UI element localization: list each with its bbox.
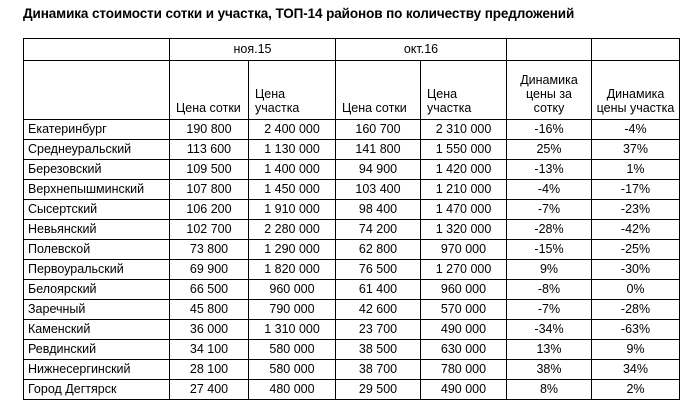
price-plot-1-cell: 2 400 000: [249, 120, 336, 140]
dyn-sotka-cell: 9%: [507, 260, 592, 280]
dyn-plot-cell: -25%: [592, 240, 680, 260]
header-period-1: ноя.15: [170, 39, 336, 61]
price-plot-1-cell: 1 290 000: [249, 240, 336, 260]
header-period-row: [24, 39, 680, 61]
dyn-plot-cell: 37%: [592, 140, 680, 160]
dyn-sotka-cell: -15%: [507, 240, 592, 260]
price-plot-1-cell: 480 000: [249, 380, 336, 400]
dyn-plot-cell: -17%: [592, 180, 680, 200]
col-header-price-sotka-1: Цена сотки: [170, 61, 249, 120]
dyn-sotka-cell: -28%: [507, 220, 592, 240]
district-name-cell: Екатеринбург: [24, 120, 170, 140]
price-plot-1-cell: 1 400 000: [249, 160, 336, 180]
price-sotka-1-cell: 66 500: [170, 280, 249, 300]
price-sotka-2-cell: 160 700: [336, 120, 421, 140]
table-row: [24, 320, 680, 340]
district-name-cell: Ревдинский: [24, 340, 170, 360]
price-plot-1-cell: 790 000: [249, 300, 336, 320]
dyn-sotka-cell: 13%: [507, 340, 592, 360]
price-sotka-2-cell: 42 600: [336, 300, 421, 320]
dyn-plot-cell: 9%: [592, 340, 680, 360]
dyn-sotka-cell: -8%: [507, 280, 592, 300]
price-sotka-2-cell: 38 700: [336, 360, 421, 380]
price-sotka-1-cell: 36 000: [170, 320, 249, 340]
district-name-cell: Сысертский: [24, 200, 170, 220]
price-plot-2-cell: 960 000: [421, 280, 507, 300]
price-dynamics-table: [23, 38, 680, 400]
price-plot-1-cell: 1 910 000: [249, 200, 336, 220]
price-sotka-1-cell: 28 100: [170, 360, 249, 380]
table-row: [24, 260, 680, 280]
dyn-sotka-cell: -7%: [507, 300, 592, 320]
table-row: [24, 300, 680, 320]
table-row: [24, 120, 680, 140]
col-header-price-sotka-2: Цена сотки: [336, 61, 421, 120]
dyn-sotka-cell: 38%: [507, 360, 592, 380]
price-sotka-1-cell: 45 800: [170, 300, 249, 320]
dyn-plot-cell: -30%: [592, 260, 680, 280]
price-sotka-1-cell: 69 900: [170, 260, 249, 280]
table-row: [24, 220, 680, 240]
table-row: [24, 200, 680, 220]
price-plot-1-cell: 960 000: [249, 280, 336, 300]
col-header-dyn-plot: Динамика цены участка: [592, 61, 680, 120]
price-plot-1-cell: 580 000: [249, 360, 336, 380]
col-header-dyn-sotka: Динамика цены за сотку: [507, 61, 592, 120]
dyn-plot-cell: 1%: [592, 160, 680, 180]
dyn-sotka-cell: -34%: [507, 320, 592, 340]
price-sotka-2-cell: 62 800: [336, 240, 421, 260]
price-sotka-2-cell: 76 500: [336, 260, 421, 280]
price-sotka-2-cell: 74 200: [336, 220, 421, 240]
dyn-sotka-cell: -16%: [507, 120, 592, 140]
price-plot-2-cell: 490 000: [421, 320, 507, 340]
price-plot-2-cell: 1 210 000: [421, 180, 507, 200]
col-header-price-plot-2: Цена участка: [421, 61, 507, 120]
price-sotka-2-cell: 103 400: [336, 180, 421, 200]
dyn-plot-cell: -23%: [592, 200, 680, 220]
dyn-plot-cell: -42%: [592, 220, 680, 240]
table-row: [24, 180, 680, 200]
table-row: [24, 240, 680, 260]
price-plot-2-cell: 780 000: [421, 360, 507, 380]
price-sotka-1-cell: 34 100: [170, 340, 249, 360]
price-plot-1-cell: 1 310 000: [249, 320, 336, 340]
table-title: Динамика стоимости сотки и участка, ТОП-14 районов по количеству предложений: [23, 6, 575, 21]
price-sotka-1-cell: 113 600: [170, 140, 249, 160]
dyn-sotka-cell: -7%: [507, 200, 592, 220]
col-header-price-plot-1: Цена участка: [249, 61, 336, 120]
price-plot-2-cell: 1 470 000: [421, 200, 507, 220]
district-name-cell: Заречный: [24, 300, 170, 320]
price-plot-1-cell: 1 130 000: [249, 140, 336, 160]
price-sotka-2-cell: 23 700: [336, 320, 421, 340]
price-plot-2-cell: 490 000: [421, 380, 507, 400]
price-plot-2-cell: 1 420 000: [421, 160, 507, 180]
district-name-cell: Город Дегтярск: [24, 380, 170, 400]
district-name-cell: Первоуральский: [24, 260, 170, 280]
price-sotka-2-cell: 29 500: [336, 380, 421, 400]
table-row: [24, 360, 680, 380]
district-name-cell: Нижнесергинский: [24, 360, 170, 380]
price-plot-2-cell: 630 000: [421, 340, 507, 360]
price-plot-2-cell: 1 320 000: [421, 220, 507, 240]
header-empty-cell: [24, 39, 170, 61]
price-plot-2-cell: 2 310 000: [421, 120, 507, 140]
price-plot-2-cell: 1 270 000: [421, 260, 507, 280]
price-sotka-2-cell: 94 900: [336, 160, 421, 180]
dyn-sotka-cell: 8%: [507, 380, 592, 400]
dyn-plot-cell: -28%: [592, 300, 680, 320]
table-row: [24, 380, 680, 400]
price-sotka-1-cell: 102 700: [170, 220, 249, 240]
dyn-plot-cell: 34%: [592, 360, 680, 380]
price-sotka-2-cell: 61 400: [336, 280, 421, 300]
price-plot-1-cell: 580 000: [249, 340, 336, 360]
dyn-sotka-cell: -4%: [507, 180, 592, 200]
header-empty-cell: [24, 61, 170, 120]
header-empty-cell: [507, 39, 592, 61]
price-sotka-1-cell: 73 800: [170, 240, 249, 260]
dyn-sotka-cell: 25%: [507, 140, 592, 160]
price-sotka-2-cell: 38 500: [336, 340, 421, 360]
dyn-plot-cell: 2%: [592, 380, 680, 400]
table-row: [24, 340, 680, 360]
header-empty-cell: [592, 39, 680, 61]
price-sotka-1-cell: 190 800: [170, 120, 249, 140]
price-plot-1-cell: 1 450 000: [249, 180, 336, 200]
price-plot-2-cell: 970 000: [421, 240, 507, 260]
table-row: [24, 140, 680, 160]
dyn-plot-cell: 0%: [592, 280, 680, 300]
price-sotka-1-cell: 107 800: [170, 180, 249, 200]
district-name-cell: Белоярский: [24, 280, 170, 300]
district-name-cell: Верхнепышминский: [24, 180, 170, 200]
dyn-plot-cell: -63%: [592, 320, 680, 340]
header-period-2: окт.16: [336, 39, 507, 61]
price-sotka-1-cell: 109 500: [170, 160, 249, 180]
table-row: [24, 160, 680, 180]
district-name-cell: Полевской: [24, 240, 170, 260]
district-name-cell: Невьянский: [24, 220, 170, 240]
dyn-sotka-cell: -13%: [507, 160, 592, 180]
table-row: [24, 280, 680, 300]
header-columns-row: [24, 61, 680, 120]
district-name-cell: Березовский: [24, 160, 170, 180]
price-plot-2-cell: 570 000: [421, 300, 507, 320]
price-sotka-1-cell: 27 400: [170, 380, 249, 400]
district-name-cell: Среднеуральский: [24, 140, 170, 160]
price-plot-1-cell: 2 280 000: [249, 220, 336, 240]
price-plot-2-cell: 1 550 000: [421, 140, 507, 160]
price-sotka-1-cell: 106 200: [170, 200, 249, 220]
dyn-plot-cell: -4%: [592, 120, 680, 140]
price-sotka-2-cell: 98 400: [336, 200, 421, 220]
price-plot-1-cell: 1 820 000: [249, 260, 336, 280]
district-name-cell: Каменский: [24, 320, 170, 340]
price-sotka-2-cell: 141 800: [336, 140, 421, 160]
